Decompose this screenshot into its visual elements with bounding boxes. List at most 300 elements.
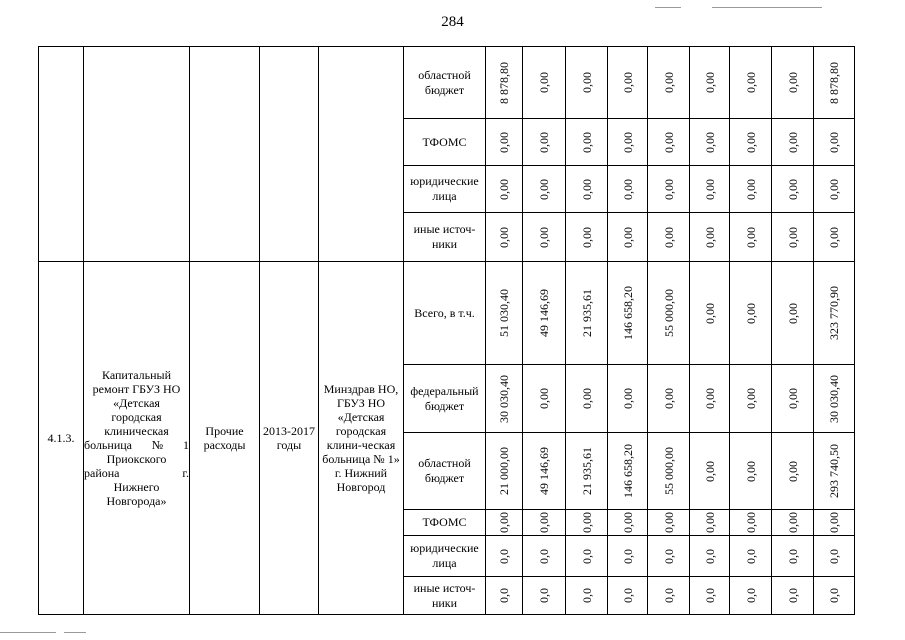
value-cell	[648, 365, 690, 433]
value-cell	[486, 433, 523, 510]
value-cell	[730, 433, 772, 510]
value-cell	[648, 166, 690, 213]
value-text: 0,00	[620, 131, 635, 153]
value-wrap	[814, 577, 854, 614]
table-row	[39, 262, 855, 365]
value-cell	[608, 166, 648, 213]
value-text: 0,0	[702, 548, 717, 564]
value-text: 0,00	[497, 512, 511, 533]
value-cell	[730, 365, 772, 433]
value-wrap	[523, 47, 565, 118]
value-cell	[566, 47, 608, 119]
value-cell	[523, 577, 566, 615]
value-text: 0,00	[579, 226, 594, 248]
value-text: 0,00	[661, 72, 676, 93]
value-wrap	[523, 166, 565, 212]
value-text: 0,00	[579, 131, 594, 153]
value-text: 0,00	[743, 460, 758, 482]
value-cell	[814, 166, 855, 213]
value-cell	[486, 365, 523, 433]
value-wrap	[772, 119, 813, 165]
value-text: 293 740,50	[827, 444, 841, 498]
value-cell	[566, 510, 608, 536]
value-wrap	[730, 166, 771, 212]
value-text: 51 030,40	[497, 289, 511, 337]
value-cell	[730, 119, 772, 166]
value-text: 0,00	[661, 131, 676, 153]
value-wrap	[814, 213, 854, 261]
value-cell	[608, 536, 648, 577]
value-cell	[772, 536, 814, 577]
item-name-line: Приокского	[106, 452, 167, 466]
value-wrap	[648, 510, 689, 535]
value-text: 0,00	[827, 178, 841, 200]
value-text: 0,00	[827, 131, 841, 153]
value-cell	[648, 510, 690, 536]
value-cell	[566, 536, 608, 577]
continued-cell	[190, 47, 260, 262]
value-cell	[690, 166, 730, 213]
value-text: 55 000,00	[661, 447, 676, 495]
value-cell	[523, 510, 566, 536]
item-name-word: больница	[84, 438, 132, 452]
value-wrap	[772, 166, 813, 212]
value-text: 8 878,80	[497, 61, 511, 104]
value-text: 0,00	[785, 226, 800, 248]
value-wrap	[486, 577, 522, 614]
expense-type: Прочие расходы	[190, 262, 260, 615]
value-text: 21 000,00	[497, 447, 511, 495]
item-name-word: г.	[182, 466, 189, 480]
value-wrap	[814, 536, 854, 576]
value-text: 0,0	[579, 588, 594, 603]
value-cell	[608, 433, 648, 510]
value-text: 0,00	[661, 226, 676, 248]
value-text: 0,0	[661, 548, 676, 564]
value-text: 0,00	[537, 388, 551, 409]
value-cell	[814, 510, 855, 536]
value-wrap	[772, 262, 813, 364]
funding-source: юридические лица	[404, 536, 486, 577]
value-cell	[608, 119, 648, 166]
value-text: 0,00	[743, 178, 758, 200]
value-wrap	[486, 510, 522, 535]
value-cell	[690, 433, 730, 510]
item-number: 4.1.3.	[39, 262, 84, 615]
value-wrap	[523, 119, 565, 165]
value-cell	[814, 213, 855, 262]
value-cell	[523, 365, 566, 433]
value-cell	[814, 365, 855, 433]
value-cell	[690, 510, 730, 536]
value-cell	[814, 119, 855, 166]
value-cell	[608, 365, 648, 433]
value-cell	[566, 365, 608, 433]
value-text: 0,00	[743, 72, 758, 93]
continued-cell	[319, 47, 404, 262]
value-cell	[730, 536, 772, 577]
funding-source: областной бюджет	[404, 47, 486, 119]
value-cell	[566, 119, 608, 166]
value-cell	[648, 47, 690, 119]
value-text: 0,0	[497, 548, 511, 564]
funding-source: юридические лица	[404, 166, 486, 213]
value-text: 30 030,40	[827, 374, 841, 423]
value-wrap	[523, 536, 565, 576]
value-text: 0,00	[579, 72, 594, 93]
value-wrap	[730, 213, 771, 261]
value-text: 0,00	[537, 512, 551, 533]
value-wrap	[690, 365, 729, 432]
value-text: 0,00	[827, 512, 841, 533]
value-wrap	[690, 119, 729, 165]
value-wrap	[772, 433, 813, 509]
value-wrap	[486, 433, 522, 509]
value-cell	[730, 166, 772, 213]
value-text: 0,00	[620, 388, 635, 409]
value-wrap	[814, 47, 854, 118]
value-cell	[730, 262, 772, 365]
value-text: 0,00	[537, 72, 551, 93]
value-text: 0,00	[620, 226, 635, 248]
value-wrap	[730, 577, 771, 614]
value-cell	[486, 119, 523, 166]
scan-artifact-line	[0, 632, 56, 633]
value-text: 0,0	[537, 588, 551, 603]
value-wrap	[690, 433, 729, 509]
value-text: 0,00	[785, 512, 800, 533]
value-wrap	[772, 536, 813, 576]
value-wrap	[730, 536, 771, 576]
value-cell	[566, 262, 608, 365]
value-wrap	[486, 119, 522, 165]
value-text: 0,00	[785, 131, 800, 153]
value-wrap	[730, 510, 771, 535]
value-wrap	[814, 119, 854, 165]
value-text: 0,0	[827, 588, 841, 603]
value-text: 0,00	[579, 512, 594, 533]
value-wrap	[566, 262, 607, 364]
value-text: 30 030,40	[497, 374, 511, 423]
value-text: 0,00	[785, 388, 800, 409]
value-wrap	[566, 433, 607, 509]
value-wrap	[608, 47, 647, 118]
value-wrap	[648, 119, 689, 165]
scan-artifact-line	[655, 7, 681, 8]
value-text: 0,00	[743, 302, 758, 324]
value-text: 55 000,00	[661, 289, 676, 337]
value-wrap	[814, 166, 854, 212]
value-text: 0,0	[743, 588, 758, 603]
value-cell	[648, 577, 690, 615]
funding-source: иные источ-ники	[404, 213, 486, 262]
value-wrap	[566, 166, 607, 212]
value-cell	[690, 213, 730, 262]
value-wrap	[566, 536, 607, 576]
value-cell	[486, 536, 523, 577]
scan-artifact-line	[64, 632, 86, 633]
value-text: 0,00	[702, 512, 717, 533]
continued-cell	[39, 47, 84, 262]
value-cell	[772, 47, 814, 119]
value-cell	[648, 213, 690, 262]
value-cell	[566, 166, 608, 213]
value-cell	[690, 577, 730, 615]
value-wrap	[608, 262, 647, 364]
value-wrap	[814, 365, 854, 432]
item-name-line: Капитальный	[101, 368, 172, 382]
value-text: 323 770,90	[827, 286, 841, 340]
value-wrap	[648, 166, 689, 212]
page-number: 284	[441, 14, 464, 30]
value-text: 0,00	[537, 131, 551, 153]
value-text: 0,00	[827, 226, 841, 248]
value-text: 0,00	[620, 178, 635, 200]
value-wrap	[772, 213, 813, 261]
value-wrap	[648, 577, 689, 614]
value-cell	[772, 510, 814, 536]
value-cell	[523, 166, 566, 213]
value-text: 146 658,20	[620, 286, 635, 340]
value-text: 0,0	[702, 588, 717, 603]
value-cell	[523, 47, 566, 119]
value-wrap	[486, 262, 522, 364]
value-wrap	[730, 47, 771, 118]
value-text: 0,00	[702, 460, 717, 482]
value-wrap	[690, 166, 729, 212]
value-wrap	[772, 510, 813, 535]
value-wrap	[566, 119, 607, 165]
value-text: 0,00	[702, 388, 717, 409]
value-cell	[814, 577, 855, 615]
value-wrap	[730, 119, 771, 165]
value-text: 0,00	[497, 226, 511, 248]
value-cell	[772, 213, 814, 262]
value-wrap	[566, 510, 607, 535]
value-cell	[690, 47, 730, 119]
value-cell	[772, 577, 814, 615]
value-cell	[814, 47, 855, 119]
value-text: 49 146,69	[537, 289, 551, 337]
value-text: 0,0	[620, 548, 635, 564]
value-text: 0,00	[620, 72, 635, 93]
item-name-line: Новгорода»	[106, 494, 167, 508]
value-text: 0,0	[785, 588, 800, 603]
value-text: 0,00	[743, 388, 758, 409]
value-text: 146 658,20	[620, 444, 635, 498]
value-cell	[648, 536, 690, 577]
value-wrap	[523, 510, 565, 535]
value-cell	[648, 433, 690, 510]
value-cell	[730, 213, 772, 262]
budget-table	[38, 46, 855, 615]
value-text: 0,00	[702, 131, 717, 153]
value-cell	[690, 119, 730, 166]
value-text: 0,00	[537, 226, 551, 248]
value-wrap	[566, 577, 607, 614]
value-text: 0,00	[702, 226, 717, 248]
value-cell	[566, 213, 608, 262]
value-wrap	[730, 433, 771, 509]
value-cell	[690, 365, 730, 433]
value-text: 0,0	[537, 548, 551, 564]
scan-artifact-line	[712, 7, 822, 8]
item-name-word: района	[84, 466, 120, 480]
value-cell	[608, 47, 648, 119]
item-name-line: Нижнего	[113, 480, 160, 494]
value-cell	[814, 262, 855, 365]
period: 2013-2017 годы	[260, 262, 319, 615]
value-wrap	[648, 213, 689, 261]
value-text: 0,00	[579, 178, 594, 200]
value-cell	[486, 510, 523, 536]
funding-source: ТФОМС	[404, 119, 486, 166]
value-cell	[523, 262, 566, 365]
value-text: 0,0	[620, 588, 635, 603]
value-text: 0,0	[785, 548, 800, 564]
value-text: 0,00	[661, 512, 676, 533]
continued-cell	[260, 47, 319, 262]
value-text: 21 935,61	[579, 447, 594, 495]
value-cell	[772, 433, 814, 510]
value-cell	[648, 119, 690, 166]
value-cell	[772, 166, 814, 213]
value-wrap	[690, 577, 729, 614]
value-wrap	[648, 433, 689, 509]
value-wrap	[608, 213, 647, 261]
item-name-line	[84, 438, 189, 452]
item-name-line: «Детская	[113, 396, 160, 410]
value-wrap	[730, 365, 771, 432]
value-cell	[486, 166, 523, 213]
item-name-line: городская	[111, 410, 162, 424]
value-text: 0,0	[579, 548, 594, 564]
value-wrap	[690, 510, 729, 535]
value-wrap	[690, 213, 729, 261]
value-cell	[523, 213, 566, 262]
item-name-word: 1	[182, 438, 189, 452]
value-cell	[730, 577, 772, 615]
value-text: 0,00	[785, 302, 800, 324]
item-name-line	[84, 466, 189, 480]
value-wrap	[486, 536, 522, 576]
value-wrap	[486, 365, 522, 432]
value-wrap	[648, 262, 689, 364]
funding-source: иные источ-ники	[404, 577, 486, 615]
value-text: 0,00	[743, 512, 758, 533]
item-name-line: ремонт ГБУЗ НО	[92, 382, 181, 396]
value-cell	[690, 536, 730, 577]
value-text: 0,0	[827, 548, 841, 564]
value-wrap	[523, 213, 565, 261]
value-text: 49 146,69	[537, 447, 551, 495]
value-cell	[486, 213, 523, 262]
value-cell	[608, 213, 648, 262]
value-wrap	[690, 47, 729, 118]
executor: Минздрав НО, ГБУЗ НО «Детская городская клини-ческая больница № 1» г. Нижний Новгород	[319, 262, 404, 615]
value-wrap	[608, 166, 647, 212]
value-wrap	[523, 365, 565, 432]
funding-source: областной бюджет	[404, 433, 486, 510]
value-text: 0,00	[620, 512, 635, 533]
item-name	[84, 262, 190, 615]
value-wrap	[566, 365, 607, 432]
value-text: 0,00	[743, 131, 758, 153]
value-cell	[730, 510, 772, 536]
value-cell	[608, 262, 648, 365]
value-wrap	[814, 510, 854, 535]
item-name-word: №	[151, 438, 164, 452]
value-text: 0,00	[785, 72, 800, 93]
table-row	[39, 47, 855, 119]
value-wrap	[648, 536, 689, 576]
value-text: 0,0	[661, 588, 676, 603]
value-wrap	[608, 365, 647, 432]
value-wrap	[523, 433, 565, 509]
value-text: 0,00	[497, 178, 511, 200]
funding-source: федеральный бюджет	[404, 365, 486, 433]
funding-source: Всего, в т.ч.	[404, 262, 486, 365]
value-wrap	[814, 433, 854, 509]
value-cell	[814, 536, 855, 577]
value-wrap	[523, 577, 565, 614]
value-wrap	[608, 577, 647, 614]
value-wrap	[648, 47, 689, 118]
value-text: 0,00	[537, 178, 551, 200]
value-text: 0,00	[702, 178, 717, 200]
value-cell	[730, 47, 772, 119]
value-cell	[608, 577, 648, 615]
value-wrap	[648, 365, 689, 432]
value-text: 0,00	[785, 178, 800, 200]
value-cell	[814, 433, 855, 510]
value-wrap	[523, 262, 565, 364]
value-text: 0,0	[743, 548, 758, 564]
value-wrap	[566, 47, 607, 118]
continued-cell	[84, 47, 190, 262]
value-text: 0,00	[579, 388, 594, 409]
value-text: 8 878,80	[827, 61, 841, 104]
value-wrap	[608, 119, 647, 165]
value-cell	[772, 365, 814, 433]
value-wrap	[486, 166, 522, 212]
value-cell	[648, 262, 690, 365]
value-cell	[566, 433, 608, 510]
value-text: 0,00	[743, 226, 758, 248]
value-text: 0,0	[497, 588, 511, 603]
value-text: 0,00	[702, 72, 717, 93]
funding-source: ТФОМС	[404, 510, 486, 536]
value-cell	[523, 119, 566, 166]
value-wrap	[486, 213, 522, 261]
value-text: 0,00	[497, 131, 511, 153]
value-text: 0,00	[785, 460, 800, 482]
value-wrap	[730, 262, 771, 364]
value-text: 0,00	[661, 178, 676, 200]
value-wrap	[690, 536, 729, 576]
value-cell	[523, 536, 566, 577]
value-cell	[772, 119, 814, 166]
value-cell	[690, 262, 730, 365]
value-text: 0,00	[661, 388, 676, 409]
value-wrap	[772, 577, 813, 614]
value-wrap	[772, 47, 813, 118]
value-cell	[608, 510, 648, 536]
value-cell	[523, 433, 566, 510]
value-text: 21 935,61	[579, 289, 594, 337]
value-wrap	[608, 433, 647, 509]
value-cell	[566, 577, 608, 615]
